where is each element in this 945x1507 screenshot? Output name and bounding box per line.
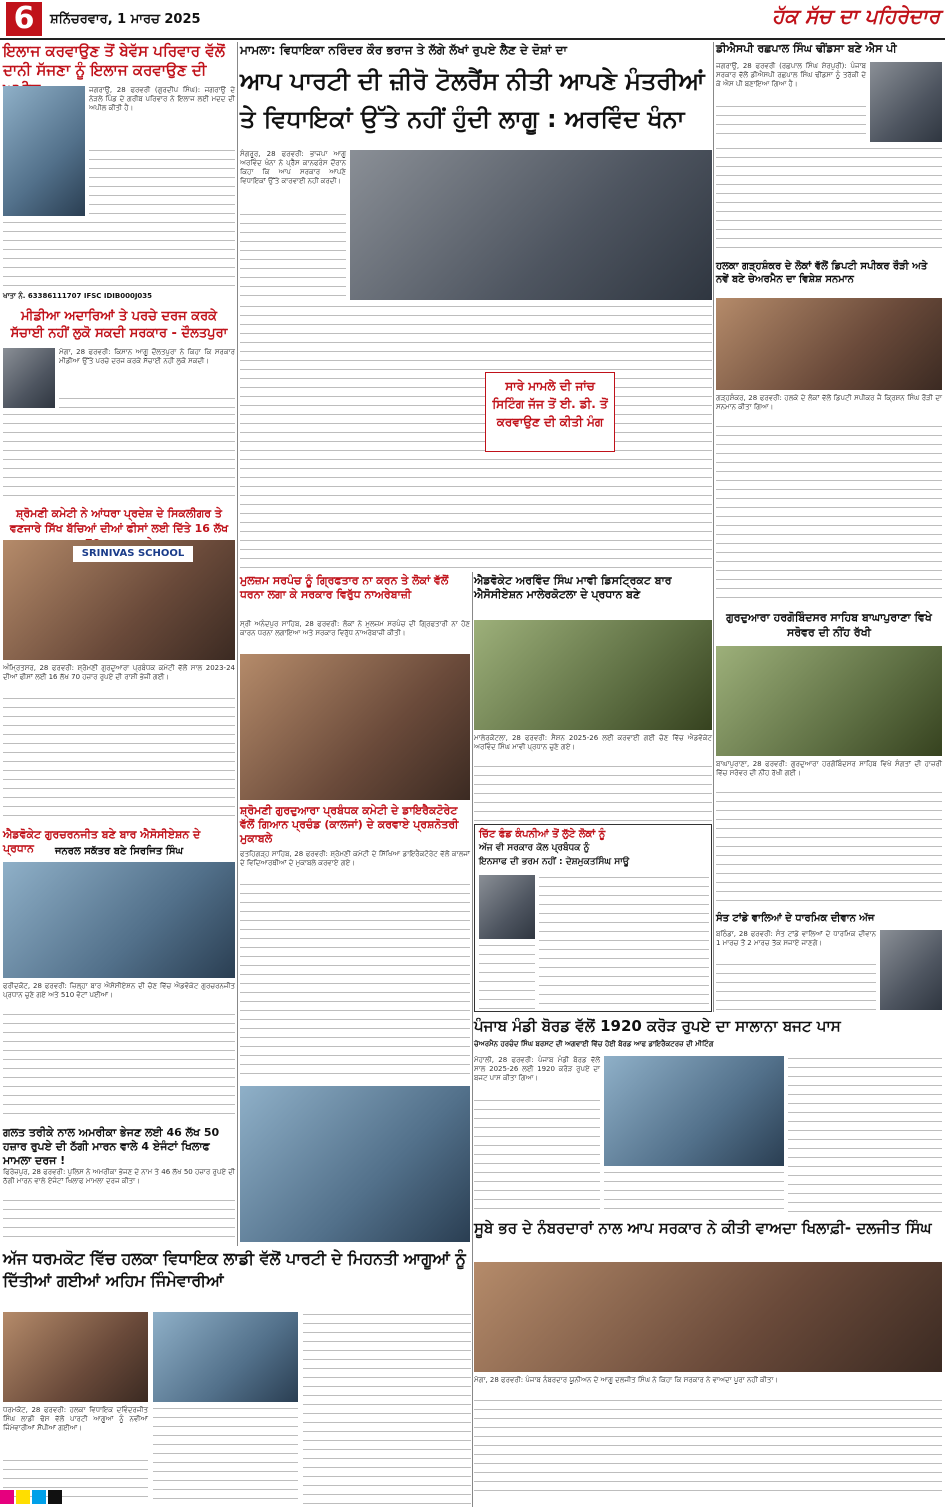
page-number: 6 [6,2,42,36]
subhead: ਜਨਰਲ ਸਕੱਤਰ ਬਣੇ ਸਿਰਜਿਤ ਸਿੰਘ [54,846,184,857]
story-garhshankar [716,260,942,608]
headline: ਸ਼੍ਰੋਮਣੀ ਕਮੇਟੀ ਨੇ ਆਂਧਰਾ ਪ੍ਰਦੇਸ਼ ਦੇ ਸਿਕਲੀਗਰ ਤੇ ਵਣਜਾਰੇ ਸਿੱਖ ਬੱਚਿਆਂ ਦੀਆਂ ਫੀਸਾਂ ਲਈ ਦਿੱਤੇ 16 ਲੱਖ [9,507,229,535]
headline: ਸ਼੍ਰੋਮਣੀ ਗੁਰਦੁਆਰਾ ਪ੍ਰਬੰਧਕ ਕਮੇਟੀ ਦੇ ਡਾਇਰੈਕਟੋਰੇਟ ਵੱਲੋਂ ਗਿਆਨ ਪ੍ਰਚੰਡ (ਕਾਲਜਾਂ) ਦੇ ਕਰਵਾਏ ਪ੍ਰਸ਼ਨੋਤਰੀ ਮੁਕਾਬਲੇ [240,804,459,845]
advocates-photo [3,862,235,978]
bar-photo [474,620,712,730]
registration-mark [0,1490,14,1504]
story-gurdwara [716,610,942,910]
story-body: ਮੋਗਾ, 28 ਫਰਵਰੀ: ਪੰਜਾਬ ਨੰਬਰਦਾਰ ਯੂਨੀਅਨ ਦੇ ਆਗੂ ਦਲਜੀਤ ਸਿੰਘ ਨੇ ਕਿਹਾ ਕਿ ਸਰਕਾਰ ਨੇ ਵਾਅਦਾ ਪੂਰਾ ਨਹੀਂ ਕੀਤਾ। [474,1376,779,1384]
story-dharamkot [3,1248,471,1507]
filler-text [3,220,235,290]
story-dsp [716,42,942,258]
honour-photo [716,298,942,390]
column-rule [237,42,238,1246]
speaker-photo [479,875,535,939]
filler-text [3,696,235,824]
filler-text [604,1170,784,1214]
filler-text [240,212,346,300]
dharamkot-photo-2 [153,1312,298,1402]
filler-text [153,1406,298,1504]
headline: ਆਪ ਪਾਰਟੀ ਦੀ ਜ਼ੀਰੋ ਟੋਲਰੈਂਸ ਨੀਤੀ ਆਪਣੇ ਮੰਤਰੀਆਂ ਤੇ ਵਿਧਾਇਕਾਂ ਉੱਤੇ ਨਹੀਂ ਹੁੰਦੀ ਲਾਗੂ : ਅਰਵਿੰਦ ਖੰਨਾ [240,67,705,133]
headline: ਐਡਵੋਕੇਟ ਅਰਵਿੰਦ ਸਿੰਘ ਮਾਵੀ ਡਿਸਟ੍ਰਿਕਟ ਬਾਰ ਐਸੋਸੀਏਸ਼ਨ ਮਾਲੇਰਕੋਟਲਾ ਦੇ ਪ੍ਰਧਾਨ ਬਣੇ [474,574,672,601]
filler-text [240,882,470,1082]
filler-text [716,424,942,606]
gurdwara-photo [716,646,942,756]
chitfund-subtitle: ਅੱਜ ਵੀ ਸਰਕਾਰ ਕੋਲ ਪ੍ਰਬੰਧਕ ਨੂੰ [479,843,590,853]
chitfund-line: ਇਨਸਾਫ ਦੀ ਭਰਮ ਨਹੀਂ : ਦੇਸ਼ਮੁਕਤਸਿੰਘ ਸਾਊ [479,857,630,867]
headline: ਮੁਲਜ਼ਮ ਸਰਪੰਚ ਨੂੰ ਗ੍ਰਿਫਤਾਰ ਨਾ ਕਰਨ ਤੇ ਲੋਕਾਂ ਵੱਲੋਂ ਧਰਨਾ ਲਗਾ ਕੇ ਸਰਕਾਰ ਵਿਰੁੱਧ ਨਾਅਰੇਬਾਜ਼ੀ [240,574,449,601]
story-numberdar [474,1218,942,1507]
filler-text [474,1098,600,1214]
headline: ਸੰਤ ਟਾਂਡੇ ਵਾਲਿਆਂ ਦੇ ਧਾਰਮਿਕ ਦੀਵਾਨ ਅੱਜ [716,913,875,924]
headline: ਹਲਕਾ ਗੜ੍ਹਸ਼ੰਕਰ ਦੇ ਲੋਕਾਂ ਵੱਲੋਂ ਡਿਪਟੀ ਸਪੀਕਰ ਰੌੜੀ ਅਤੇ ਨਵੇਂ ਬਣੇ ਚੇਅਰਮੈਨ ਦਾ ਵਿਸ਼ੇਸ਼ ਸਨਮਾਨ [716,261,928,285]
story-body: ਗੜ੍ਹਸ਼ੰਕਰ, 28 ਫਰਵਰੀ: ਹਲਕੇ ਦੇ ਲੋਕਾਂ ਵੱਲੋਂ ਡਿਪਟੀ ਸਪੀਕਰ ਜੈ ਕ੍ਰਿਸ਼ਨ ਸਿੰਘ ਰੌੜੀ ਦਾ ਸਨਮਾਨ ਕੀਤਾ ਗਿਆ। [716,394,942,411]
story-body: ਧਰਮਕੋਟ, 28 ਫਰਵਰੀ: ਹਲਕਾ ਵਿਧਾਇਕ ਦਵਿੰਦਰਜੀਤ ਸਿੰਘ ਲਾਡੀ ਢੋਸ ਵੱਲੋਂ ਪਾਰਟੀ ਆਗੂਆਂ ਨੂੰ ਨਵੀਆਂ ਜਿੰਮੇਵਾਰੀਆਂ ਸੌਂਪੀਆਂ ਗਈਆਂ। [3,1406,148,1432]
filler-text [716,790,942,908]
story-budget [474,1016,942,1216]
column-rule [713,42,714,1012]
protest-photo [240,654,470,800]
filler-text [3,412,235,502]
press-conference-photo [350,150,712,300]
filler-text [716,962,876,1010]
masthead-date: ਸ਼ਨਿੱਚਰਵਾਰ, 1 ਮਾਰਚ 2025 [50,12,201,27]
headline: ਐਡਵੋਕੇਟ ਗੁਰਚਰਨਜੀਤ ਬਣੇ ਬਾਰ ਐਸੋਸੀਏਸ਼ਨ ਦੇ ਪ੍ਰਧਾਨ [3,828,201,855]
story-sant [716,912,942,1012]
school-sign: SRINIVAS SCHOOL [73,546,193,562]
story-sgpc-school [3,506,235,826]
headline: ਸੂਬੇ ਭਰ ਦੇ ਨੰਬਰਦਾਰਾਂ ਨਾਲ ਆਪ ਸਰਕਾਰ ਨੇ ਕੀਤੀ ਵਾਅਦਾ ਖਿਲਾਫ਼ੀ- ਦਲਜੀਤ ਸਿੰਘ [474,1219,932,1237]
dharamkot-photo-1 [3,1312,148,1402]
filler-text [3,1012,235,1122]
school-photo [3,540,235,660]
meeting-photo [604,1056,784,1166]
headline: ਇਲਾਜ ਕਰਵਾਉਣ ਤੋਂ ਬੇਵੱਸ ਪਰਿਵਾਰ ਵੱਲੋਂ ਦਾਨੀ ਸੱਜਣਾ ਨੂੰ ਇਲਾਜ ਕਰਵਾਉਣ ਦੀ [3,42,225,79]
filler-text [716,146,942,256]
story-body: ਅੰਮ੍ਰਿਤਸਰ, 28 ਫਰਵਰੀ: ਸ਼੍ਰੋਮਣੀ ਗੁਰਦੁਆਰਾ ਪ੍ਰਬੰਧਕ ਕਮੇਟੀ ਵੱਲੋਂ ਸਾਲ 2023-24 ਦੀਆਂ ਫੀਸਾਂ ਲਈ 16 ਲੱਖ 70 ਹਜ਼ਾਰ ਰੁਪਏ ਦੀ ਰਾਸ਼ੀ ਭੇਜੀ ਗਈ। [3,664,235,681]
story-advocates [3,828,235,1124]
masthead [0,0,945,40]
story-bar-assoc [474,574,712,1014]
registration-mark [16,1490,30,1504]
chitfund-title: ਚਿੱਟ ਫੰਡ ਕੰਪਨੀਆਂ ਤੋਂ ਲੁੱਟੇ ਲੋਕਾਂ ਨੂੰ [479,829,606,840]
filler-text [716,104,866,142]
sant-photo [880,930,942,1010]
headline: ਪੰਜਾਬ ਮੰਡੀ ਬੋਰਡ ਵੱਲੋਂ 1920 ਕਰੋੜ ਰੁਪਏ ਦਾ ਸਾਲਾਨਾ ਬਜਟ ਪਾਸ [474,1017,841,1035]
account-number: ਖਾਤਾ ਨੰ. 63386111707 IFSC IDIB000J035 [3,292,153,300]
chitfund-box [474,824,712,1012]
story-body: ਮੋਗਾ, 28 ਫਰਵਰੀ: ਕਿਸਾਨ ਆਗੂ ਦੌਲਤਪੁਰਾ ਨੇ ਕਿਹਾ ਕਿ ਸਰਕਾਰ ਮੀਡੀਆ ਉੱਤੇ ਪਰਚੇ ਦਰਜ ਕਰਕੇ ਸੱਚਾਈ ਨਹੀਂ ਲੁਕੋ ਸਕਦੀ। [59,348,235,365]
story-body: ਸੰਗਰੂਰ, 28 ਫਰਵਰੀ: ਭਾਜਪਾ ਆਗੂ ਅਰਵਿੰਦ ਖੰਨਾ ਨੇ ਪ੍ਰੈੱਸ ਕਾਨਫਰੰਸ ਦੌਰਾਨ ਕਿਹਾ ਕਿ ਆਪ ਸਰਕਾਰ ਆਪਣੇ ਵਿਧਾਇਕਾਂ ਉੱਤੇ ਕਾਰਵਾਈ ਨਹੀਂ ਕਰਦੀ। [240,150,346,185]
numberdar-photo [474,1262,942,1372]
story-ssri [240,804,470,1244]
story-body: ਜਗਰਾਉਂ, 28 ਫਰਵਰੀ (ਰਛਪਾਲ ਸਿੰਘ ਸ਼ੇਰਪੁਰੀ): ਪੰਜਾਬ ਸਰਕਾਰ ਵੱਲੋਂ ਡੀਐਸਪੀ ਰਛਪਾਲ ਸਿੰਘ ਢੀਂਡਸਾ ਨੂੰ ਤਰੱਕੀ ਦੇ ਕੇ ਐਸ ਪੀ ਬਣਾਇਆ ਗਿਆ ਹੈ। [716,62,866,88]
story-body: ਬਠਿੰਡਾ, 28 ਫਰਵਰੀ: ਸੰਤ ਟਾਂਡੇ ਵਾਲਿਆਂ ਦੇ ਧਾਰਮਿਕ ਦੀਵਾਨ 1 ਮਾਰਚ ਤੋਂ 2 ਮਾਰਚ ਤੱਕ ਸਜਾਏ ਜਾਣਗੇ। [716,930,876,947]
subhead: ਚੇਅਰਮੈਨ ਹਰਚੰਦ ਸਿੰਘ ਬਰਸਟ ਦੀ ਅਗਵਾਈ ਵਿੱਚ ਹੋਈ ਬੋਰਡ ਆਫ ਡਾਇਰੈਕਟਰਜ਼ ਦੀ ਮੀਟਿੰਗ [474,1040,714,1048]
story-body: ਫਿਰੋਜ਼ਪੁਰ, 28 ਫਰਵਰੀ: ਪੁਲਿਸ ਨੇ ਅਮਰੀਕਾ ਭੇਜਣ ਦੇ ਨਾਮ ਤੇ 46 ਲੱਖ 50 ਹਜ਼ਾਰ ਰੁਪਏ ਦੀ ਠੱਗੀ ਮਾਰਨ ਵਾਲੇ ਏਜੰਟਾਂ ਖਿਲਾਫ ਮਾਮਲਾ ਦਰਜ ਕੀਤਾ। [3,1168,235,1185]
filler-text [479,943,535,1009]
story-lead [240,42,712,572]
story-body: ਸ੍ਰੀ ਅਨੰਦਪੁਰ ਸਾਹਿਬ, 28 ਫਰਵਰੀ: ਲੋਕਾਂ ਨੇ ਮੁਲਜ਼ਮ ਸਰਪੰਚ ਦੀ ਗ੍ਰਿਫਤਾਰੀ ਨਾ ਹੋਣ ਕਾਰਨ ਧਰਨਾ ਲਗਾਇਆ ਅਤੇ ਸਰਕਾਰ ਵਿਰੁੱਧ ਨਾਅਰੇਬਾਜ਼ੀ ਕੀਤੀ। [240,620,470,637]
story-treatment [3,42,235,307]
story-body: ਫਤਹਿਗੜ੍ਹ ਸਾਹਿਬ, 28 ਫਰਵਰੀ: ਸ਼੍ਰੋਮਣੀ ਕਮੇਟੀ ਦੇ ਸਿੱਖਿਆ ਡਾਇਰੈਕਟੋਰੇਟ ਵੱਲੋਂ ਕਾਲਜਾਂ ਦੇ ਵਿਦਿਆਰਥੀਆਂ ਦੇ ਮੁਕਾਬਲੇ ਕਰਵਾਏ ਗਏ। [240,850,470,867]
registration-mark [32,1490,46,1504]
story-employee [240,574,470,802]
masthead-rule [0,38,945,40]
story-body: ਫਰੀਦਕੋਟ, 28 ਫਰਵਰੀ: ਜ਼ਿਲ੍ਹਾ ਬਾਰ ਐਸੋਸੀਏਸ਼ਨ ਦੀ ਚੋਣ ਵਿੱਚ ਐਡਵੋਕੇਟ ਗੁਰਚਰਨਜੀਤ ਪ੍ਰਧਾਨ ਚੁਣੇ ਗਏ ਅਤੇ 510 ਵੋਟਾਂ ਪਈਆਂ। [3,982,235,999]
story-fraud [3,1126,235,1246]
filler-text [59,396,235,408]
filler-text [788,1056,942,1214]
paper-name: ਹੱਕ ਸੱਚ ਦਾ ਪਹਿਰੇਦਾਰ [772,4,940,28]
headline: ਮੀਡੀਆ ਅਦਾਰਿਆਂ ਤੇ ਪਰਚੇ ਦਰਜ ਕਰਕੇ ਸੱਚਾਈ ਨਹੀਂ ਲੁਕੋ ਸਕਦੀ ਸਰਕਾਰ - ਦੌਲਤਪੁਰਾ [10,309,228,341]
headline: ਅੱਜ ਧਰਮਕੋਟ ਵਿੱਚ ਹਲਕਾ ਵਿਧਾਇਕ ਲਾਡੀ ਵੱਲੋਂ ਪਾਰਟੀ ਦੇ ਮਿਹਨਤੀ ਆਗੂਆਂ ਨੂੰ ਦਿੱਤੀਆਂ ਗਈਆਂ ਅਹਿਮ ਜਿੰਮੇਵਾਰੀਆਂ [3,1249,466,1290]
dsp-photo [870,62,942,142]
patient-photo [3,86,85,216]
story-body: ਮਾਲੇਰਕੋਟਲਾ, 28 ਫਰਵਰੀ: ਸੈਸ਼ਨ 2025-26 ਲਈ ਕਰਵਾਈ ਗਈ ਚੋਣ ਵਿੱਚ ਐਡਵੋਕੇਟ ਅਰਵਿੰਦ ਸਿੰਘ ਮਾਵੀ ਪ੍ਰਧਾਨ ਚੁਣੇ ਗਏ। [474,734,712,751]
headline: ਗਲਤ ਤਰੀਕੇ ਨਾਲ ਅਮਰੀਕਾ ਭੇਜਣ ਲਈ 46 ਲੱਖ 50 ਹਜ਼ਾਰ ਰੁਪਏ ਦੀ ਠੱਗੀ ਮਾਰਨ ਵਾਲੇ 4 ਏਜੰਟਾਂ ਖਿਲਾਫ ਮਾਮਲਾ ਦਰਜ ! [3,1126,220,1167]
story-body: ਜਗਰਾਉਂ, 28 ਫਰਵਰੀ (ਗੁਰਦੀਪ ਸਿੰਘ): ਜਗਰਾਉਂ ਦੇ ਨੇੜਲੇ ਪਿੰਡ ਦੇ ਗਰੀਬ ਪਰਿਵਾਰ ਨੇ ਇਲਾਜ ਲਈ ਮਦਦ ਦੀ ਅਪੀਲ ਕੀਤੀ ਹੈ। [89,86,235,112]
callout-box: ਸਾਰੇ ਮਾਮਲੇ ਦੀ ਜਾਂਚ ਸਿਟਿੰਗ ਜੱਜ ਤੋਂ ਈ. ਡੀ. ਤੋਂ ਕਰਵਾਉਣ ਦੀ ਕੀਤੀ ਮੰਗ [485,372,615,452]
kicker: ਮਾਮਲਾ: ਵਿਧਾਇਕਾ ਨਰਿੰਦਰ ਕੌਰ ਭਰਾਜ ਤੇ ਲੱਗੇ ਲੱਖਾਂ ਰੁਪਏ ਲੈਣ ਦੇ ਦੋਸ਼ਾਂ ਦਾ [240,43,567,57]
filler-text [3,1198,235,1244]
filler-text [89,148,235,216]
dualatpura-photo [3,348,55,408]
story-media [3,308,235,504]
filler-text [240,304,712,568]
registration-mark [48,1490,62,1504]
filler-text [539,875,709,1009]
story-body: ਮੋਹਾਲੀ, 28 ਫਰਵਰੀ: ਪੰਜਾਬ ਮੰਡੀ ਬੋਰਡ ਵੱਲੋਂ ਸਾਲ 2025-26 ਲਈ 1920 ਕਰੋੜ ਰੁਪਏ ਦਾ ਬਜਟ ਪਾਸ ਕੀਤਾ ਗਿਆ। [474,1056,600,1082]
filler-text [474,764,712,822]
competition-photo [240,1086,470,1242]
filler-text [303,1312,471,1504]
story-body: ਬਾਘਾਪੁਰਾਣਾ, 28 ਫਰਵਰੀ: ਗੁਰਦੁਆਰਾ ਹਰਗੋਬਿੰਦਸਰ ਸਾਹਿਬ ਵਿਖੇ ਸੰਗਤਾਂ ਦੀ ਹਾਜ਼ਰੀ ਵਿੱਚ ਸਰੋਵਰ ਦੀ ਨੀਂਹ ਰੱਖੀ ਗਈ। [716,760,942,777]
headline: ਡੀਐਸਪੀ ਰਛਪਾਲ ਸਿੰਘ ਢੀਂਡਸਾ ਬਣੇ ਐਸ ਪੀ [716,42,897,55]
column-rule [472,572,473,1507]
filler-text [474,1398,942,1498]
headline: ਗੁਰਦੁਆਰਾ ਹਰਗੋਬਿੰਦਸਰ ਸਾਹਿਬ ਬਾਘਾਪੁਰਾਣਾ ਵਿਖੇ ਸਰੋਵਰ ਦੀ ਨੀਂਹ ਰੱਖੀ [726,611,932,639]
